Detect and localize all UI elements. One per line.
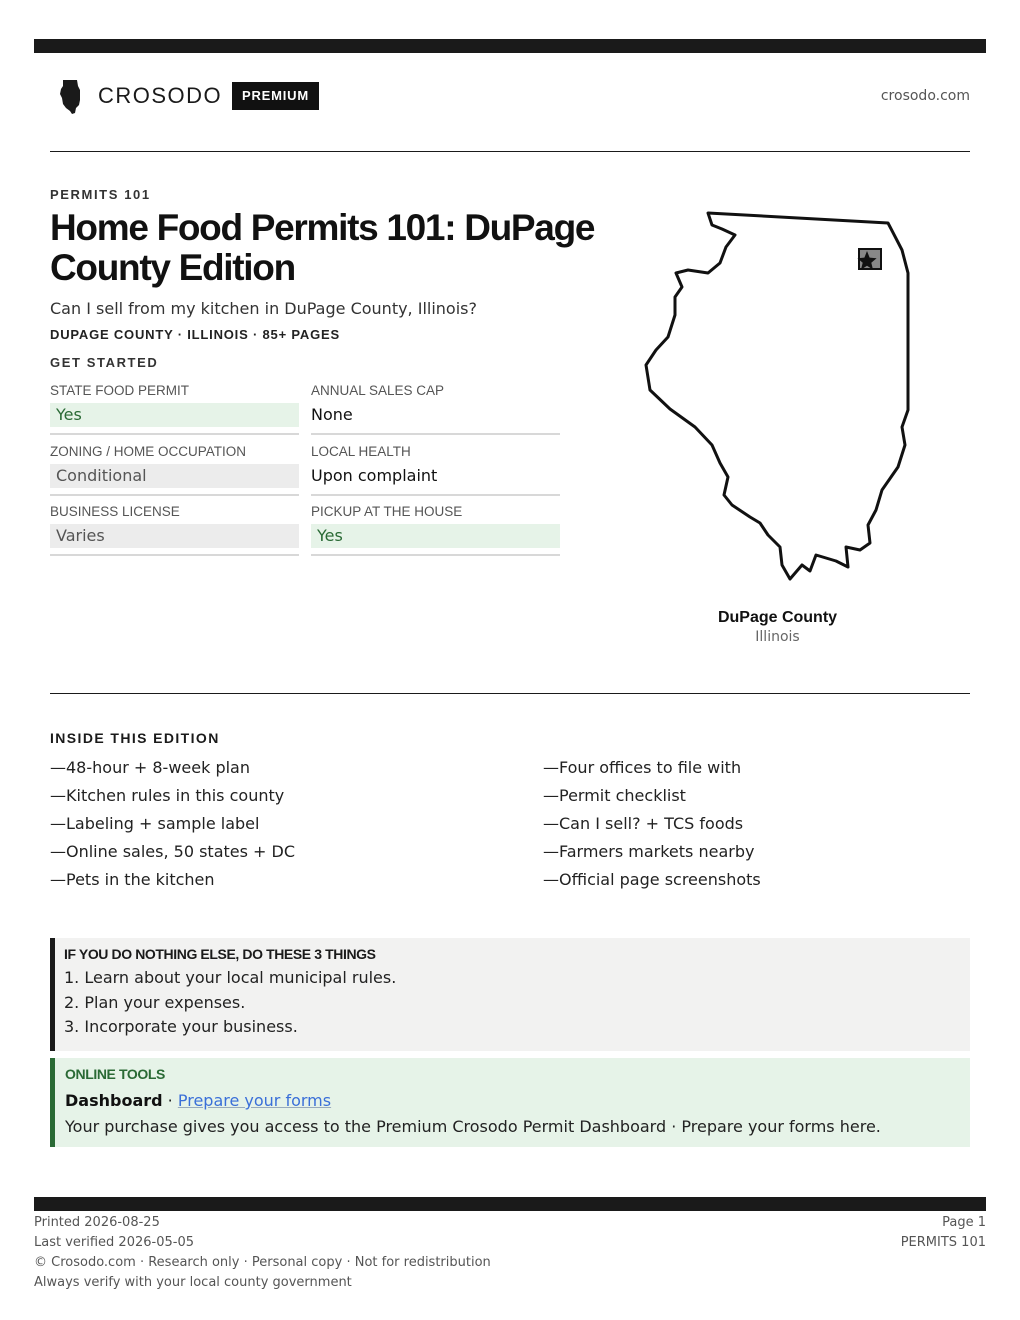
toc-item: —Online sales, 50 states + DC xyxy=(50,842,296,861)
premium-badge: PREMIUM xyxy=(232,82,319,110)
page-number: Page 1 xyxy=(942,1215,986,1230)
callout-step: 1. Learn about your local municipal rules. xyxy=(64,968,397,987)
fact-state-food-permit xyxy=(50,380,299,435)
toc-item: —Four offices to file with xyxy=(543,758,742,777)
illinois-map xyxy=(640,205,920,585)
disclaimer: Always verify with your local county government xyxy=(34,1275,352,1290)
prepare-forms-link[interactable]: Prepare your forms xyxy=(177,1091,332,1110)
toc-item: —Farmers markets nearby xyxy=(543,842,755,861)
online-tools-callout xyxy=(50,1058,970,1147)
callout-step: 3. Incorporate your business. xyxy=(64,1017,298,1036)
fact-value: None xyxy=(311,405,353,424)
fact-label: STATE FOOD PERMIT xyxy=(50,383,190,398)
page-title: Home Food Permits 101: DuPage County Edition xyxy=(50,207,595,288)
illinois-logo-icon xyxy=(60,80,82,114)
page-subtitle: Can I sell from my kitchen in DuPage County, Illinois? xyxy=(50,299,477,318)
toc-item: —Official page screenshots xyxy=(543,870,761,889)
toc-item: —Kitchen rules in this county xyxy=(50,786,285,805)
top-bar xyxy=(34,39,986,53)
footer-section: PERMITS 101 xyxy=(900,1235,986,1250)
section-divider xyxy=(50,693,970,694)
get-started-heading: GET STARTED xyxy=(50,355,159,370)
copyright: © Crosodo.com · Research only · Personal copy · Not for redistribution xyxy=(34,1255,491,1270)
brand-name: CROSODO xyxy=(98,83,223,108)
map-county-label: DuPage County xyxy=(717,609,838,626)
fact-zoning xyxy=(50,441,299,496)
tools-separator: · xyxy=(162,1091,178,1110)
printed-date: Printed 2026-08-25 xyxy=(34,1215,160,1230)
tools-description: Your purchase gives you access to the Premium Crosodo Permit Dashboard · Prepare your forms here. xyxy=(65,1117,881,1136)
toc-left-column xyxy=(50,758,490,898)
fact-pickup xyxy=(311,501,560,556)
fact-value: Upon complaint xyxy=(311,466,438,485)
toc-item: —Pets in the kitchen xyxy=(50,870,215,889)
header-divider xyxy=(50,151,970,152)
tools-dashboard-line xyxy=(65,1088,970,1114)
fact-value: Yes xyxy=(50,403,299,427)
fact-value: Varies xyxy=(50,524,299,548)
fact-label: LOCAL HEALTH xyxy=(311,444,411,459)
fact-label: ZONING / HOME OCCUPATION xyxy=(50,444,247,459)
fact-business-license xyxy=(50,501,299,556)
fact-value: Yes xyxy=(311,524,560,548)
callout-title: IF YOU DO NOTHING ELSE, DO THESE 3 THINGS xyxy=(64,946,376,962)
toc-right-column xyxy=(543,758,983,898)
inside-heading: INSIDE THIS EDITION xyxy=(50,730,220,746)
fact-annual-sales-cap xyxy=(311,380,560,435)
toc-item: —Labeling + sample label xyxy=(50,814,260,833)
three-things-callout xyxy=(50,938,970,1051)
eyebrow: PERMITS 101 xyxy=(50,187,151,202)
dashboard-label: Dashboard xyxy=(65,1091,163,1110)
edition-meta: DUPAGE COUNTY · ILLINOIS · 85+ PAGES xyxy=(50,327,340,342)
map-state-label: Illinois xyxy=(755,629,800,645)
map-caption xyxy=(640,609,915,645)
toc-item: —Permit checklist xyxy=(543,786,686,805)
bottom-bar xyxy=(34,1197,986,1211)
tools-title: ONLINE TOOLS xyxy=(65,1066,165,1082)
callout-step: 2. Plan your expenses. xyxy=(64,992,246,1012)
site-url[interactable]: crosodo.com xyxy=(880,88,970,104)
fact-label: ANNUAL SALES CAP xyxy=(311,383,445,398)
fact-label: PICKUP AT THE HOUSE xyxy=(311,504,463,519)
page-header xyxy=(50,76,970,116)
toc-item: —48-hour + 8-week plan xyxy=(50,758,250,777)
fact-value: Conditional xyxy=(50,464,299,488)
fact-local-health xyxy=(311,441,560,496)
footer-left xyxy=(34,1213,491,1293)
verified-date: Last verified 2026-05-05 xyxy=(34,1235,194,1250)
footer-right xyxy=(901,1213,986,1253)
fact-label: BUSINESS LICENSE xyxy=(50,504,180,519)
toc-item: —Can I sell? + TCS foods xyxy=(543,814,744,833)
